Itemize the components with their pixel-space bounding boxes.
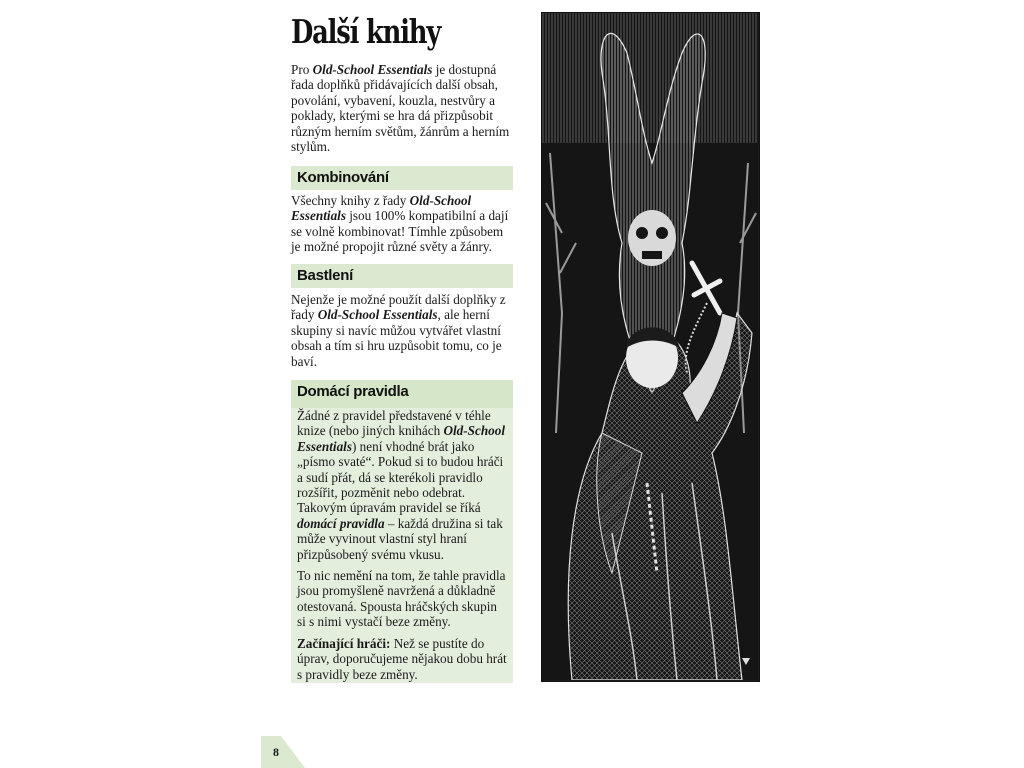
intro-paragraph <box>291 62 513 154</box>
kombinovani-text-2: jsou 100% kompatibilní a dají se volně kombinovat! Tímhle způsobem je možné propojit různé světy a žánry. <box>291 208 509 255</box>
house-rules-text-3: – každá družina si tak může vyvinout vlastní styl hraní přizpůsobený svému vkusu. <box>297 515 503 562</box>
house-rules-text-2: ) není vhodné brát jako „písmo svaté“. Pokud si to budou hráči a sudí přát, dá se kterékoli pravidlo rozšířit, pozměnit nebo odebrat. Takovým úpravám pravidel se říká <box>297 438 504 516</box>
page-title: Další knihy <box>291 12 441 51</box>
page-number: 8 <box>273 745 279 759</box>
bastleni-text-1: Nejenže je možné použít další doplňky z řady <box>291 292 506 323</box>
house-rules-text-1: Žádné z pravidel představené v téhle knize (nebo jiných knihách <box>297 408 491 439</box>
house-rules-box <box>291 380 513 683</box>
intro-book-name: Old-School Essentials <box>312 62 433 77</box>
illustration-priest-ghost <box>541 12 760 682</box>
section-heading-domaci-pravidla: Domácí pravidla <box>291 380 513 408</box>
intro-text-block <box>291 62 513 154</box>
bastleni-book-name: Old-School Essentials <box>317 307 438 323</box>
house-rules-paragraph-1 <box>297 408 507 562</box>
house-rules-paragraph-3 <box>297 636 507 682</box>
kombinovani-paragraph <box>291 193 513 255</box>
house-rules-body <box>291 408 513 682</box>
beginners-text: Než se pustíte do úprav, doporučujeme nějakou dobu hrát s pravidly beze změny. <box>297 635 507 682</box>
bastleni-text-block <box>291 292 513 369</box>
bastleni-text-2: , ale herní skupiny si navíc můžou vytvářet vlastní obsah a tím si hru uzpůsobit tomu, co je baví. <box>291 307 502 369</box>
section-heading-kombinovani: Kombinování <box>291 166 513 190</box>
section-heading-bastleni: Bastlení <box>291 264 513 288</box>
bastleni-paragraph <box>291 292 513 369</box>
intro-text-1: Pro <box>291 62 313 77</box>
house-rules-paragraph-2: To nic nemění na tom, že tahle pravidla jsou promyšleně navržená a důkladně otestovaná. Spousta hráčských skupin si s nimi vystačí beze změny. <box>297 568 506 630</box>
intro-text-2: je dostupná řada doplňků přidávajících další obsah, povolání, vybavení, kouzla, nestvůry a poklady, kterými se hra dá přizpůsobit různým herním světům, žánrům a herním stylům. <box>291 62 510 155</box>
page-number-tab <box>261 736 305 768</box>
kombinovani-text-1: Všechny knihy z řady <box>291 193 410 208</box>
kombinovani-book-name: Old-School Essentials <box>291 193 472 224</box>
kombinovani-text-block <box>291 193 513 255</box>
house-rules-book-name: Old-School Essentials <box>297 423 506 454</box>
house-rules-term: domácí pravidla <box>297 515 385 531</box>
beginners-label: Začínající hráči: <box>297 635 391 651</box>
illustration-art <box>542 13 758 680</box>
